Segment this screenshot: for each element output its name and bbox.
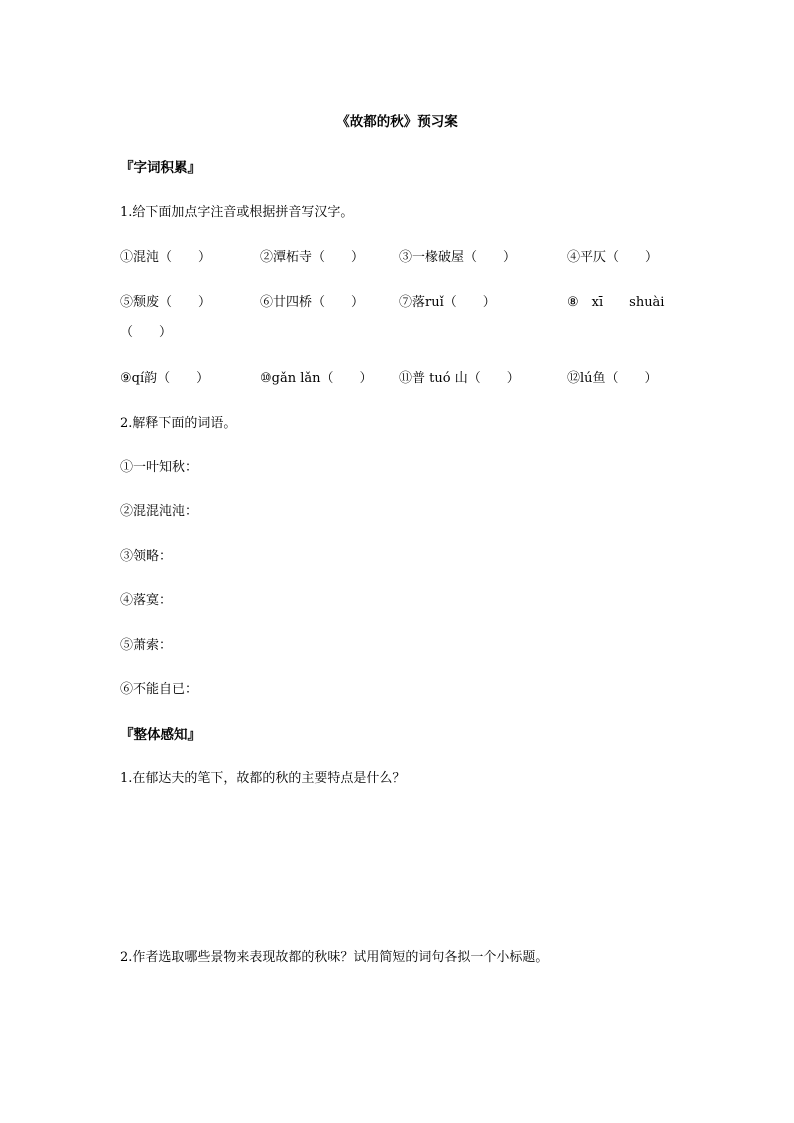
- pinyin-item-4: ④平仄（ ）: [567, 250, 659, 265]
- question-4-prompt: 2.作者选取哪些景物来表现故都的秋味？试用简短的词句各拟一个小标题。: [120, 950, 549, 965]
- pinyin-item-9: ⑨qí韵（ ）: [120, 371, 210, 386]
- pinyin-item-6: ⑥廿四桥（ ）: [260, 295, 365, 310]
- term-item-3: ③领略：: [120, 549, 173, 564]
- term-item-4: ④落寞：: [120, 593, 173, 608]
- term-item-6: ⑥不能自已：: [120, 682, 199, 697]
- pinyin-item-7: ⑦落ruǐ（ ）: [399, 295, 496, 310]
- question-3-prompt: 1.在郁达夫的笔下，故都的秋的主要特点是什么？: [120, 771, 406, 786]
- section-heading-vocabulary: 『字词积累』: [120, 160, 201, 176]
- page-title: 《故都的秋》预习案: [336, 114, 458, 130]
- pinyin-item-10: ⑩gǎn lǎn（ ）: [260, 371, 373, 386]
- term-item-1: ①一叶知秋：: [120, 460, 199, 475]
- term-item-5: ⑤萧索：: [120, 638, 173, 653]
- section-heading-overall: 『整体感知』: [120, 727, 201, 743]
- pinyin-item-5: ⑤颓废（ ）: [120, 295, 212, 310]
- term-item-2: ②混混沌沌：: [120, 504, 199, 519]
- pinyin-item-2: ②潭柘寺（ ）: [260, 250, 365, 265]
- pinyin-item-8-blank: （ ）: [120, 325, 173, 340]
- pinyin-item-12: ⑫lú鱼（ ）: [567, 371, 658, 386]
- pinyin-item-8: ⑧ xī shuài: [567, 295, 665, 310]
- pinyin-item-11: ⑪普 tuó 山（ ）: [399, 371, 520, 386]
- pinyin-item-1: ①混沌（ ）: [120, 250, 212, 265]
- pinyin-item-3: ③一椽破屋（ ）: [399, 250, 517, 265]
- question-2-prompt: 2.解释下面的词语。: [120, 416, 237, 431]
- question-1-prompt: 1.给下面加点字注音或根据拼音写汉字。: [120, 205, 354, 220]
